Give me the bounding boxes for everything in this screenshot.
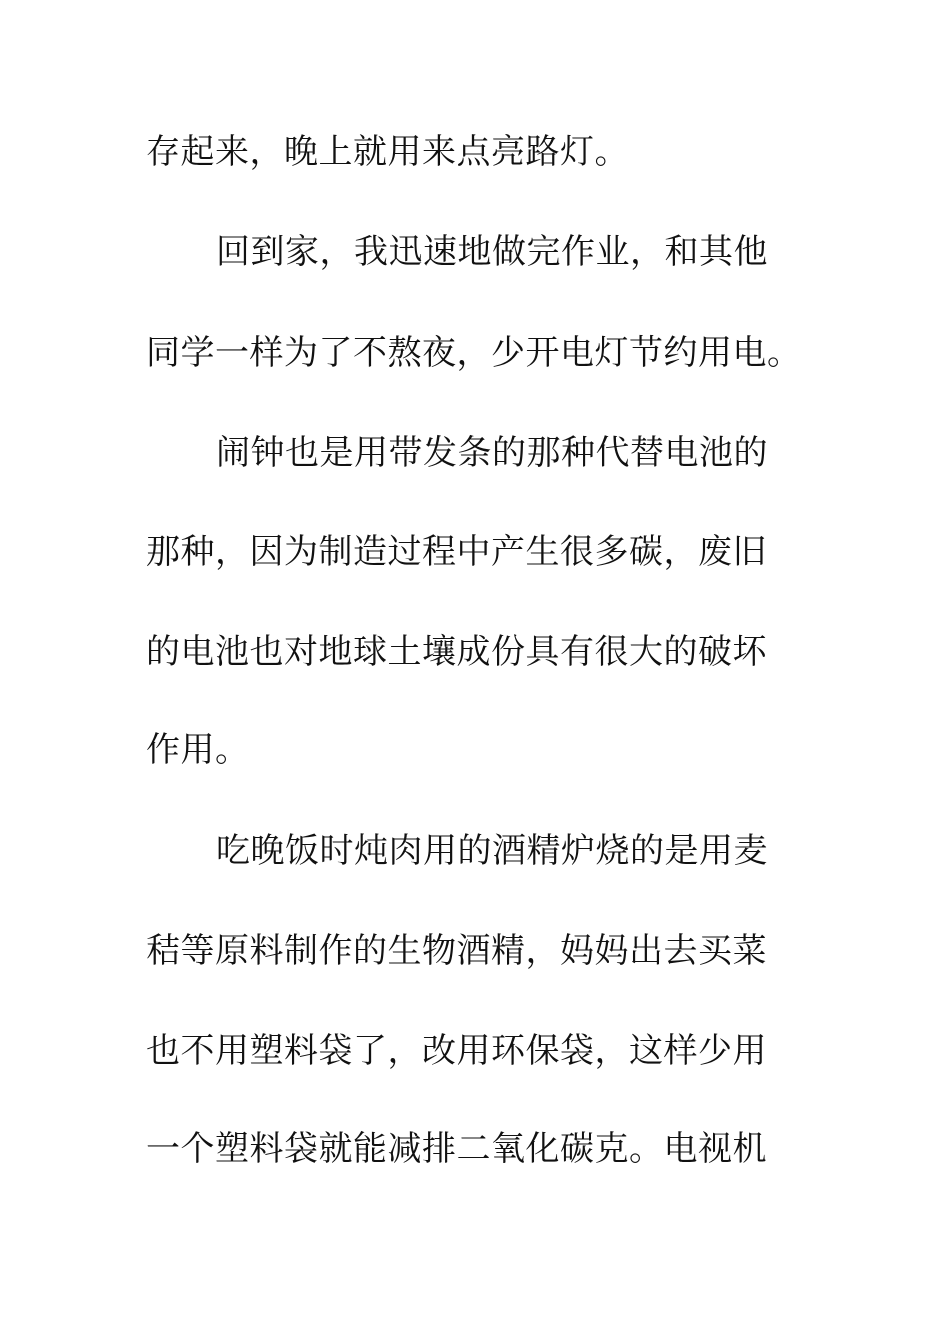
text-line: 秸等原料制作的生物酒精，妈妈出去买菜 — [146, 931, 767, 971]
text-line: 同学一样为了不熬夜，少开电灯节约用电。 — [146, 333, 802, 373]
text-line: 一个塑料袋就能减排二氧化碳克。电视机 — [146, 1129, 767, 1169]
text-line: 的电池也对地球土壤成份具有很大的破坏 — [146, 632, 767, 672]
paragraph-start-line: 闹钟也是用带发条的那种代替电池的 — [216, 433, 768, 473]
text-line: 也不用塑料袋了，改用环保袋，这样少用 — [146, 1031, 767, 1071]
text-line: 那种，因为制造过程中产生很多碳，废旧 — [146, 532, 767, 572]
text-line: 存起来，晚上就用来点亮路灯。 — [146, 132, 629, 172]
text-line: 作用。 — [146, 730, 250, 770]
paragraph-start-line: 回到家，我迅速地做完作业，和其他 — [216, 232, 768, 272]
paragraph-start-line: 吃晚饭时炖肉用的酒精炉烧的是用麦 — [216, 831, 768, 871]
